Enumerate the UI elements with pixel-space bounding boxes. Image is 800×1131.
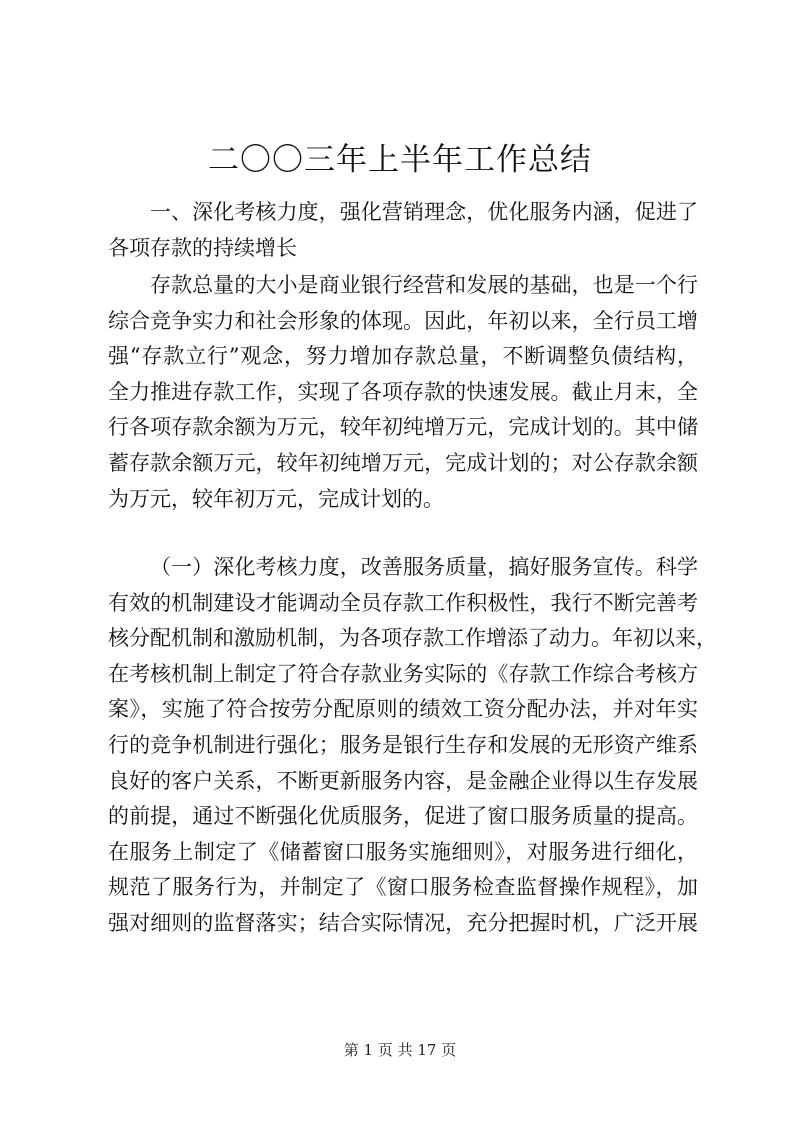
paragraph-line: 核分配机制和激励机制，为各项存款工作增添了动力。年初以来， — [108, 626, 717, 651]
paragraph-line: 案》，实施了符合按劳分配原则的绩效工资分配办法，并对年实 — [108, 697, 698, 722]
paragraph-line: 在服务上制定了《储蓄窗口服务实施细则》，对服务进行细化， — [108, 839, 698, 864]
page-number-footer: 第 1 页 共 17 页 — [343, 1041, 457, 1059]
section-heading-line: 一、深化考核力度，强化营销理念，优化服务内涵，促进了 — [150, 200, 698, 224]
paragraph-line: 强对细则的监督落实；结合实际情况，充分把握时机，广泛开展 — [108, 910, 698, 935]
paragraph-line: 规范了服务行为，并制定了《窗口服务检查监督操作规程》，加 — [108, 875, 698, 900]
paragraph-line: 全力推进存款工作，实现了各项存款的快速发展。截止月末，全 — [108, 379, 698, 404]
paragraph-assessment — [108, 550, 717, 942]
paragraph-line: 良好的客户关系，不断更新服务内容，是金融企业得以生存发展 — [108, 768, 698, 793]
paragraph-line: 强“存款立行”观念，努力增加存款总量，不断调整负债结构， — [108, 344, 698, 369]
paragraph-line: 有效的机制建设才能调动全员存款工作积极性，我行不断完善考 — [108, 590, 698, 615]
paragraph-line: 综合竞争实力和社会形象的体现。因此，年初以来，全行员工增 — [108, 308, 698, 333]
paragraph-line: 行各项存款余额为万元，较年初纯增万元，完成计划的。其中储 — [108, 415, 698, 440]
document-title: 二〇〇三年上半年工作总结 — [208, 142, 592, 178]
document-body — [108, 195, 698, 266]
paragraph-line: 存款总量的大小是商业银行经营和发展的基础，也是一个行 — [150, 273, 698, 297]
paragraph-line: 的前提，通过不断强化优质服务，促进了窗口服务质量的提高。 — [108, 804, 698, 829]
paragraph-line: 在考核机制上制定了符合存款业务实际的《存款工作综合考核方 — [108, 661, 698, 686]
paragraph-line: 行的竞争机制进行强化；服务是银行生存和发展的无形资产维系 — [108, 732, 698, 757]
section-heading-line: 各项存款的持续增长 — [108, 235, 297, 260]
paragraph-deposits — [108, 268, 698, 517]
paragraph-line: 蓄存款余额万元，较年初纯增万元，完成计划的；对公存款余额 — [108, 450, 698, 475]
paragraph-line: （一）深化考核力度，改善服务质量，搞好服务宣传。科学 — [150, 555, 698, 579]
paragraph-line: 为万元，较年初万元，完成计划的。 — [108, 486, 444, 511]
